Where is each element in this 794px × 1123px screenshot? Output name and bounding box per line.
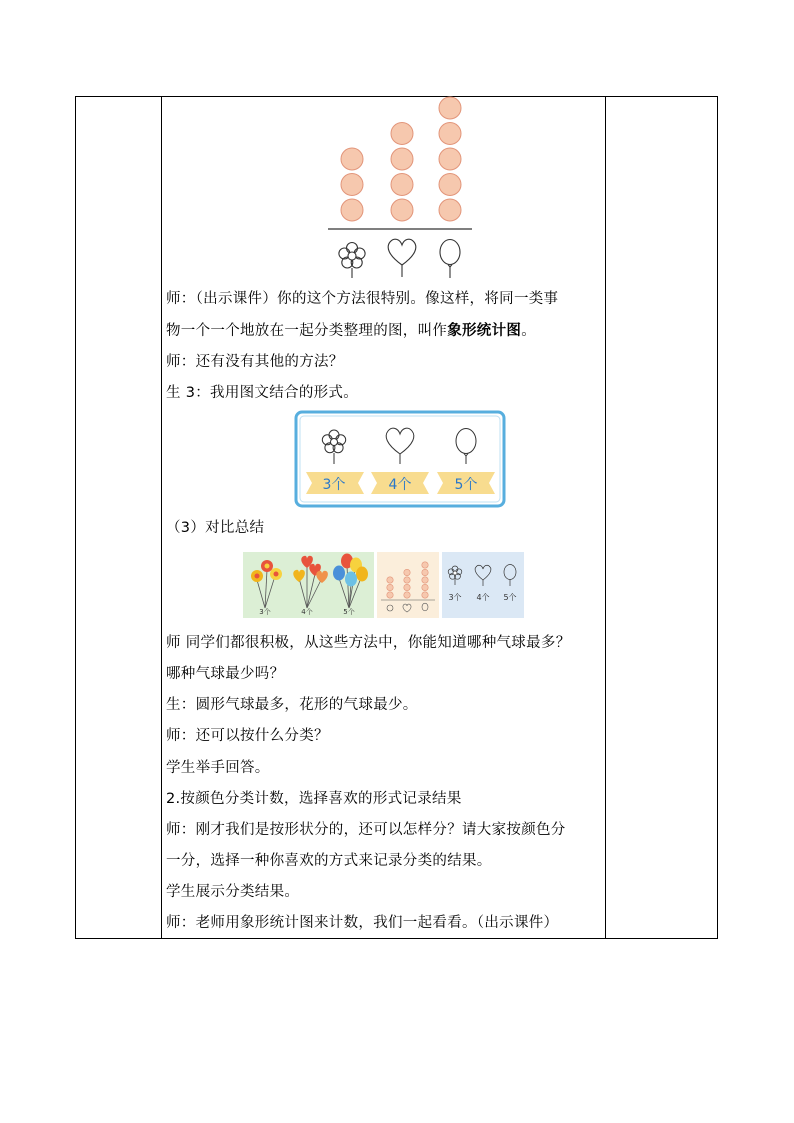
mini-pictograph-circle <box>404 569 410 575</box>
pictograph-circle <box>391 174 413 196</box>
balloon-icon <box>440 240 460 279</box>
bouquet-count-label: 5个 <box>343 608 355 616</box>
flower-icon <box>339 243 365 279</box>
pictograph-circle <box>439 199 461 221</box>
text-line: 师：还可以按什么分类？ <box>166 728 329 744</box>
text-line: 学生展示分类结果。 <box>166 884 300 900</box>
mini-pictograph-circle <box>422 592 428 598</box>
text-line: 师 同学们都很积极，从这些方法中，你能知道哪种气球最多？ <box>166 635 571 651</box>
mini-count-label: 4个 <box>476 593 490 602</box>
pictograph-circle <box>341 199 363 221</box>
mini-count-label: 5个 <box>503 593 517 602</box>
mini-pictograph-circle <box>422 584 428 590</box>
text-segment: 物一个一个地放在一起分类整理的图，叫作 <box>166 323 448 339</box>
mini-pictograph-circle <box>404 577 410 583</box>
pictograph-circle <box>391 199 413 221</box>
pictograph-circle <box>391 123 413 145</box>
mini-pictograph-circle <box>387 584 393 590</box>
mini-pictograph-circle <box>422 577 428 583</box>
balloon-count-label: 5个 <box>454 477 478 493</box>
text-line: 师：还有没有其他的方法？ <box>166 354 344 370</box>
text-line: 哪种气球最少吗？ <box>166 666 285 682</box>
key-term: 象形统计图 <box>447 323 522 339</box>
text-line: 师：刚才我们是按形状分的，还可以怎样分？请大家按颜色分 <box>166 822 566 838</box>
column-divider-right <box>605 97 606 938</box>
column-divider-left <box>161 97 162 938</box>
pictograph-circle <box>391 148 413 170</box>
text-line <box>166 321 536 341</box>
mini-pictograph-circle <box>387 592 393 598</box>
text-line: 师：老师用象形统计图来计数，我们一起看看。（出示课件） <box>166 915 559 931</box>
mini-pictograph-circle <box>387 577 393 583</box>
text-line: 师：（出示课件）你的这个方法很特别。像这样，将同一类事 <box>166 291 559 307</box>
pictograph-circle <box>341 174 363 196</box>
pictograph-circle <box>439 148 461 170</box>
pictograph-circle <box>439 123 461 145</box>
heart-icon <box>388 239 416 277</box>
text-line: 生 3：我用图文结合的形式。 <box>166 385 359 401</box>
pictograph-circle <box>439 174 461 196</box>
comparison-figure <box>243 552 524 618</box>
pictograph-circle <box>341 148 363 170</box>
text-line: 学生举手回答。 <box>166 760 270 776</box>
flower-count-label: 3个 <box>322 477 346 493</box>
text-segment: 。 <box>521 323 537 339</box>
mini-pictograph-circle <box>404 584 410 590</box>
mini-pictograph-circle <box>404 592 410 598</box>
pictograph-circles <box>341 97 461 221</box>
count-ribbon <box>437 472 495 494</box>
bouquet-count-label: 3个 <box>259 608 271 616</box>
bouquet-count-label: 4个 <box>301 608 313 616</box>
text-line: 生：圆形气球最多，花形的气球最少。 <box>166 697 418 713</box>
section-heading: 2.按颜色分类计数，选择喜欢的形式记录结果 <box>166 791 462 807</box>
text-line: 一分，选择一种你喜欢的方式来记录分类的结果。 <box>166 853 492 869</box>
count-ribbon <box>306 472 364 494</box>
pictograph-figure <box>320 96 480 280</box>
section-heading: （3）对比总结 <box>166 520 265 536</box>
mini-count-label: 3个 <box>448 593 462 602</box>
mini-pictograph-circle <box>422 562 428 568</box>
heart-count-label: 4个 <box>388 477 412 493</box>
pictograph-circle <box>439 97 461 119</box>
count-ribbon <box>371 472 429 494</box>
labeled-shapes-card <box>294 410 506 508</box>
mini-pictograph-circle <box>422 569 428 575</box>
